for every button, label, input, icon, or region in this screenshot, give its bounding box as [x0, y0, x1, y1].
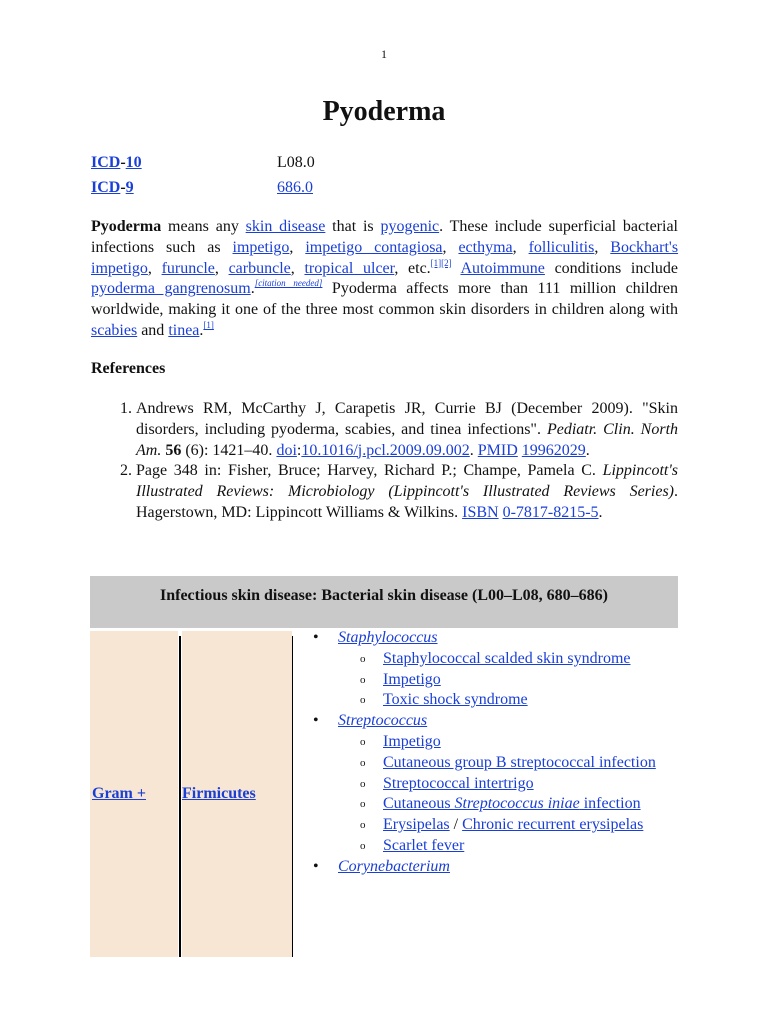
disease-link[interactable] — [383, 795, 641, 812]
disease-link[interactable]: Cutaneous group B streptococcal infection — [383, 753, 656, 771]
isbn-link[interactable]: 0-7817-8215-5 — [502, 503, 599, 521]
disease-item — [383, 836, 678, 857]
icd9-row — [91, 175, 691, 200]
link-scabies[interactable]: scabies — [91, 321, 138, 339]
disease-link[interactable]: Staphylococcal scalded skin syndrome — [383, 649, 631, 667]
link-impetigo-contagiosa[interactable]: impetigo contagiosa — [305, 238, 443, 256]
disease-link[interactable]: Streptococcal intertrigo — [383, 774, 534, 792]
text: infection — [579, 795, 641, 813]
icd9-value-link[interactable]: 686.0 — [277, 179, 313, 196]
icd9-version-link[interactable]: 9 — [125, 179, 134, 196]
link-tinea[interactable]: tinea — [168, 321, 200, 339]
disease-item — [383, 670, 678, 691]
disease-item — [383, 690, 678, 711]
disease-item — [383, 815, 678, 836]
text: Cutaneous — [383, 795, 455, 813]
genus-item — [338, 628, 678, 711]
text: , — [594, 238, 611, 256]
disease-link[interactable]: Impetigo — [383, 670, 441, 688]
disease-item — [383, 649, 678, 670]
genus-list — [293, 628, 678, 878]
text: , — [289, 238, 306, 256]
genus-link-corynebacterium[interactable]: Corynebacterium — [338, 857, 450, 875]
genus-list-cell — [293, 631, 678, 957]
genus-link-streptococcus[interactable]: Streptococcus — [338, 712, 428, 730]
text: . — [598, 503, 603, 521]
journal-name: Pediatr. Clin. North Am. — [136, 420, 679, 459]
genus-link-staphylococcus[interactable]: Staphylococcus — [338, 629, 438, 646]
phylum-link[interactable]: Firmicutes — [182, 785, 256, 802]
icd-dash: - — [120, 154, 126, 171]
text: means any — [161, 218, 246, 235]
doi-link[interactable]: 10.1016/j.pcl.2009.09.002 — [301, 441, 470, 459]
link-pyoderma-gangrenosum[interactable]: pyoderma gangrenosum — [91, 280, 251, 298]
text: conditions include — [544, 259, 679, 277]
text: . — [469, 441, 478, 459]
disease-list — [338, 649, 678, 711]
pmid-label-link[interactable]: PMID — [477, 441, 518, 459]
text: Andrews RM, McCarthy J, Carapetis JR, Currie BJ (December 2009). "Skin disorders, including pyoderma, scabies, and tinea infections". — [136, 400, 678, 438]
text: . Hagerstown, MD: Lippincott Williams & Wilkins. — [136, 483, 678, 521]
text: , etc. — [394, 259, 431, 277]
icd-link[interactable]: ICD — [91, 154, 121, 171]
species-name: Streptococcus iniae — [454, 795, 580, 813]
text: : — [296, 441, 302, 459]
icd-link[interactable]: ICD — [91, 179, 121, 196]
citation-link[interactable]: [1] — [430, 257, 442, 268]
disease-item — [383, 794, 678, 815]
text: and — [137, 321, 169, 339]
link-ecthyma[interactable]: ecthyma — [458, 238, 513, 256]
icd10-value: L08.0 — [277, 154, 315, 171]
disease-item — [383, 774, 678, 795]
link-impetigo[interactable]: impetigo — [232, 238, 290, 256]
pmid-link[interactable]: 19962029 — [521, 441, 586, 459]
navbox-header: Infectious skin disease: Bacterial skin disease (L00–L08, 680–686) — [90, 576, 678, 628]
icd10-row — [91, 150, 691, 175]
navbox — [90, 576, 678, 957]
references-heading: References — [91, 360, 166, 377]
book-title: Lippincott's Illustrated Reviews: Microbiology (Lippincott's Illustrated Reviews Series) — [136, 462, 678, 501]
page-title: Pyoderma — [322, 96, 446, 127]
page-number: 1 — [381, 47, 387, 61]
text: (6): 1421–40. — [181, 441, 277, 459]
citation-link[interactable]: [2] — [441, 257, 452, 268]
text: , — [512, 238, 529, 256]
text: . — [250, 280, 255, 298]
separator: / — [449, 816, 463, 834]
disease-link[interactable]: Impetigo — [383, 732, 441, 750]
text: . — [199, 321, 204, 339]
disease-link[interactable]: Scarlet fever — [383, 836, 465, 854]
link-furuncle[interactable]: furuncle — [161, 259, 215, 277]
reference-item — [136, 399, 678, 461]
phylum-cell — [182, 631, 292, 957]
group-link[interactable]: Gram + — [92, 785, 146, 802]
citation-link[interactable]: [1] — [203, 319, 214, 330]
disease-list — [338, 732, 678, 857]
group-cell — [90, 631, 178, 957]
text: , — [290, 259, 305, 277]
icd-dash: - — [120, 179, 126, 196]
link-bockharts-impetigo[interactable]: Bockhart's impetigo — [91, 238, 679, 277]
column-divider — [179, 636, 181, 957]
bold-term: Pyoderma — [91, 218, 162, 235]
text: Pyoderma affects more than 111 million children worldwide, making it one of the three most common skin disorders in children along with — [91, 280, 678, 319]
disease-link[interactable]: Toxic shock syndrome — [383, 691, 528, 709]
text: that is — [325, 218, 381, 235]
genus-item — [338, 857, 678, 878]
text: , — [442, 238, 459, 256]
citation-needed-link[interactable]: [citation needed] — [254, 278, 323, 289]
references-list — [91, 399, 678, 524]
disease-link[interactable]: Erysipelas — [383, 816, 450, 834]
link-autoimmune[interactable]: Autoimmune — [460, 259, 545, 277]
genus-item — [338, 711, 678, 857]
doi-label-link[interactable]: doi — [276, 441, 297, 459]
intro-paragraph — [91, 217, 678, 342]
text: , — [214, 259, 229, 277]
disease-link[interactable]: Chronic recurrent erysipelas — [462, 816, 644, 834]
link-carbuncle[interactable]: carbuncle — [228, 259, 291, 277]
text: , — [147, 259, 162, 277]
link-skin-disease[interactable]: skin disease — [245, 218, 326, 235]
link-pyogenic[interactable]: pyogenic — [380, 218, 440, 235]
reference-item — [136, 461, 678, 523]
text: . — [585, 441, 590, 459]
classification-table — [91, 150, 691, 200]
text: Page 348 in: Fisher, Bruce; Harvey, Richard P.; Champe, Pamela C. — [136, 462, 603, 480]
navbox-body — [90, 631, 678, 957]
volume: 56 — [165, 441, 182, 459]
disease-item — [383, 732, 678, 753]
link-tropical-ulcer[interactable]: tropical ulcer — [304, 259, 395, 277]
text: . These include superficial bacterial infections such as — [91, 218, 678, 256]
isbn-label-link[interactable]: ISBN — [462, 503, 499, 521]
link-folliculitis[interactable]: folliculitis — [528, 238, 595, 256]
disease-item — [383, 753, 678, 774]
icd10-version-link[interactable]: 10 — [125, 154, 142, 171]
